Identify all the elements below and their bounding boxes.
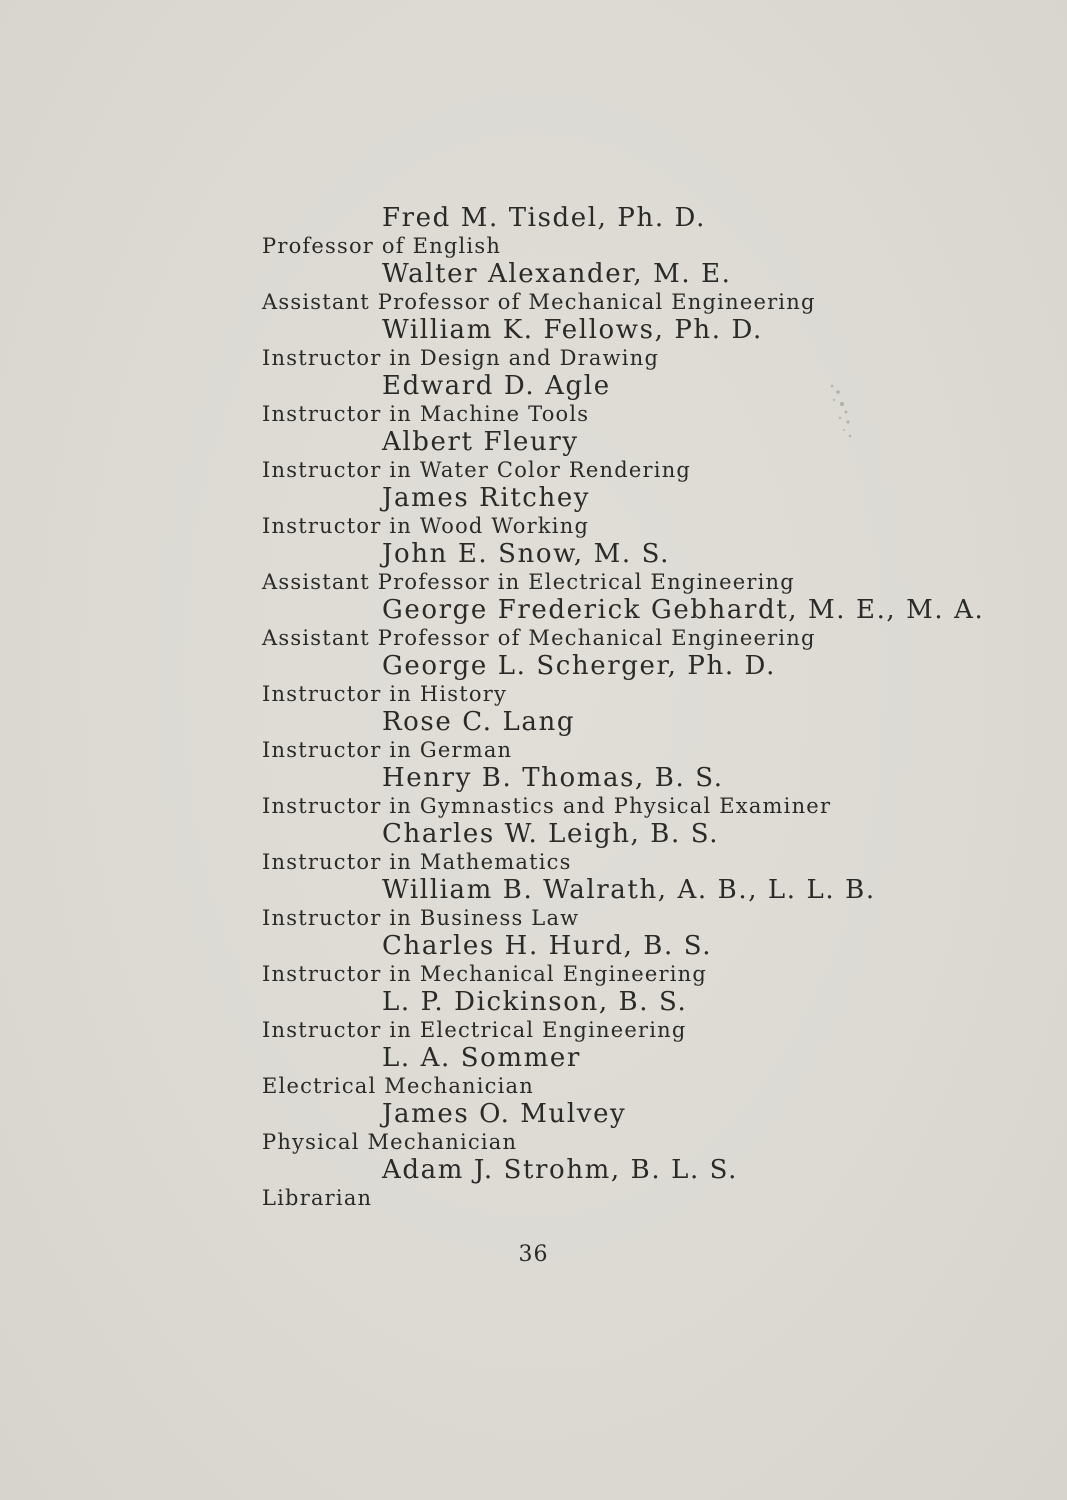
staff-name: James O. Mulvey	[382, 1099, 627, 1129]
staff-name: George L. Scherger, Ph. D.	[382, 651, 776, 681]
staff-title: Instructor in Mechanical Engineering	[262, 962, 708, 986]
staff-name: Albert Fleury	[382, 427, 579, 457]
staff-entry	[262, 484, 962, 540]
staff-title: Professor of English	[262, 234, 502, 258]
staff-title: Physical Mechanician	[262, 1130, 518, 1154]
staff-entry	[262, 1156, 962, 1212]
staff-name: Charles W. Leigh, B. S.	[382, 819, 720, 849]
staff-entry	[262, 1044, 962, 1100]
staff-title: Electrical Mechanician	[262, 1074, 535, 1098]
staff-entry	[262, 540, 962, 596]
staff-entry	[262, 316, 962, 372]
staff-list	[262, 203, 985, 1212]
staff-title: Assistant Professor of Mechanical Engineering	[262, 290, 816, 314]
staff-name: Edward D. Agle	[382, 371, 611, 401]
staff-entry	[262, 988, 962, 1044]
staff-title: Instructor in Water Color Rendering	[262, 458, 692, 482]
staff-name: George Frederick Gebhardt, M. E., M. A.	[382, 595, 985, 625]
staff-name: Rose C. Lang	[382, 707, 576, 737]
page-number: 36	[518, 1242, 549, 1267]
staff-name: William B. Walrath, A. B., L. L. B.	[382, 875, 876, 905]
staff-title: Instructor in Gymnastics and Physical Examiner	[262, 794, 832, 818]
staff-entry	[262, 1100, 962, 1156]
staff-name: John E. Snow, M. S.	[382, 539, 670, 569]
staff-title: Instructor in History	[262, 682, 508, 706]
staff-name: Henry B. Thomas, B. S.	[382, 763, 724, 793]
staff-entry	[262, 260, 962, 316]
staff-entry	[262, 764, 962, 820]
staff-title: Assistant Professor of Mechanical Engineering	[262, 626, 816, 650]
staff-title: Instructor in Wood Working	[262, 514, 590, 538]
staff-entry	[262, 820, 962, 876]
staff-entry	[262, 708, 962, 764]
staff-name: L. A. Sommer	[382, 1043, 581, 1073]
staff-entry	[262, 932, 962, 988]
staff-title: Librarian	[262, 1186, 373, 1210]
staff-name: L. P. Dickinson, B. S.	[382, 987, 688, 1017]
staff-title: Instructor in Business Law	[262, 906, 580, 930]
staff-title: Instructor in German	[262, 738, 513, 762]
staff-entry	[262, 876, 962, 932]
staff-entry	[262, 595, 985, 652]
staff-name: James Ritchey	[382, 483, 591, 513]
staff-title: Instructor in Electrical Engineering	[262, 1018, 687, 1042]
staff-name: Walter Alexander, M. E.	[382, 259, 732, 289]
staff-title: Assistant Professor in Electrical Engineering	[262, 570, 795, 594]
staff-name: Fred M. Tisdel, Ph. D.	[382, 203, 706, 233]
staff-title: Instructor in Design and Drawing	[262, 346, 660, 370]
staff-entry	[262, 428, 962, 484]
staff-entry	[262, 204, 962, 260]
staff-entry	[262, 372, 962, 428]
staff-title: Instructor in Mathematics	[262, 850, 572, 874]
staff-name: Adam J. Strohm, B. L. S.	[382, 1155, 739, 1185]
staff-name: Charles H. Hurd, B. S.	[382, 931, 713, 961]
staff-title: Instructor in Machine Tools	[262, 402, 590, 426]
staff-name: William K. Fellows, Ph. D.	[382, 315, 763, 345]
staff-entry	[262, 652, 962, 708]
